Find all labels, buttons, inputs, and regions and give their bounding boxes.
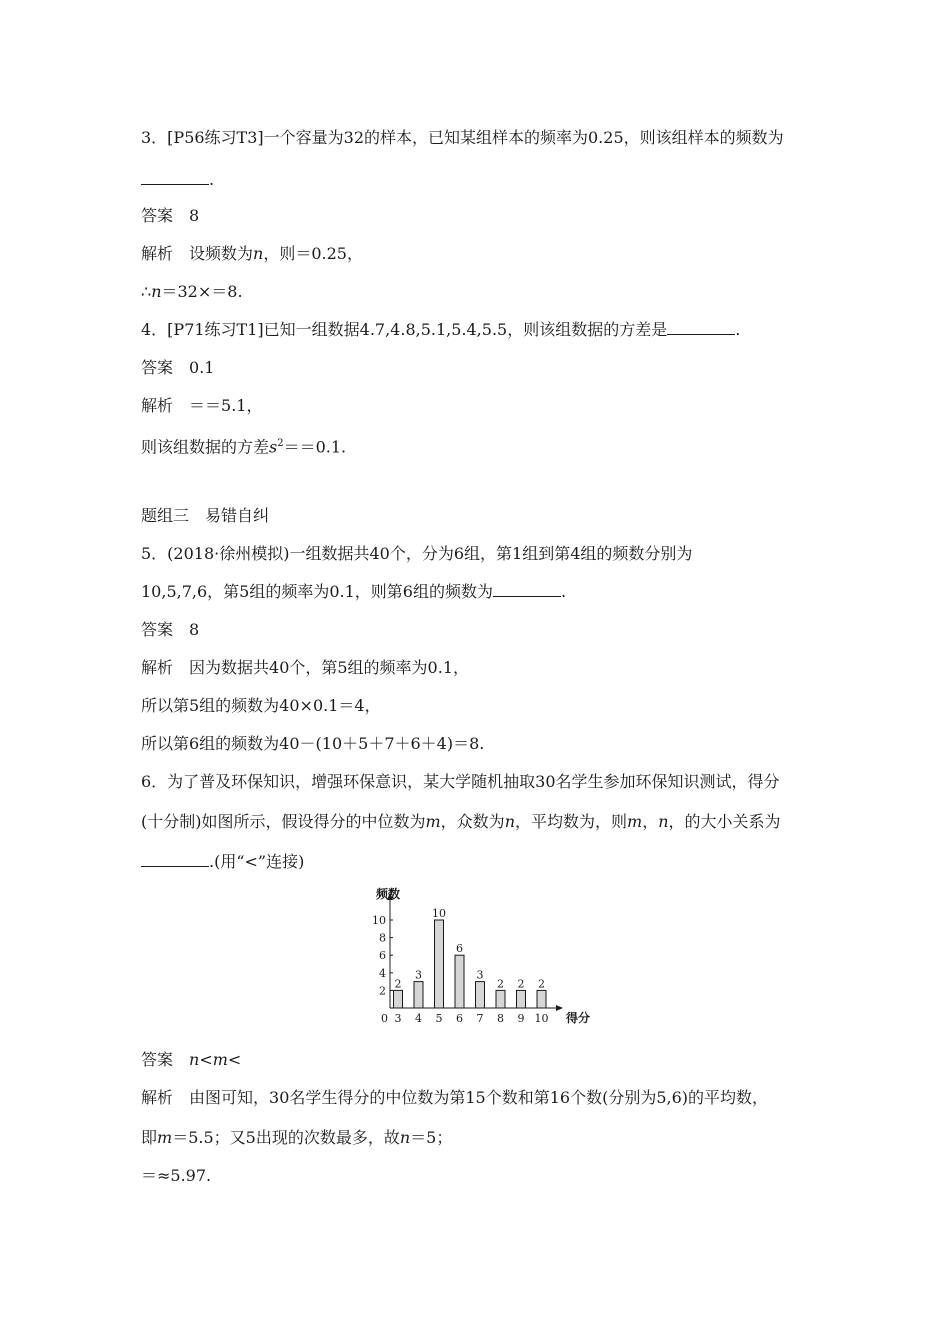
q6-analysis-line3: ＝≈5.97. <box>141 1166 212 1185</box>
bar <box>537 990 546 1008</box>
x-tick-label: 9 <box>517 1012 525 1025</box>
y-tick-label: 4 <box>379 966 386 980</box>
q3-analysis: 解析 设频数为n，则＝0.25， <box>141 244 363 263</box>
q5-stem-line2: 10,5,7,6，第5组的频率为0.1，则第6组的频数为 . <box>141 582 567 601</box>
score-frequency-chart <box>360 884 600 1034</box>
origin-label: 0 <box>381 1012 388 1025</box>
q4-analysis-line2: 则该组数据的方差$s^2==0.1$. <box>141 437 347 457</box>
y-tick-label: 2 <box>379 984 386 998</box>
bar <box>435 920 444 1008</box>
q6-stem-line3: .(用“<”连接) <box>141 852 304 872</box>
q4-answer: 答案 0.1 <box>141 358 215 377</box>
q5-analysis-line3: 所以第6组的频数为40－(10＋5＋7＋6＋4)＝8. <box>141 734 485 753</box>
q6-analysis: 解析 由图可知，30名学生得分的中位数为第15个数和第16个数(分别为5,6)的平均数， <box>141 1088 769 1107</box>
bar <box>496 990 505 1008</box>
x-tick-label: 5 <box>435 1012 443 1025</box>
q5-stem-line1: 5．(2018·徐州模拟)一组数据共40个，分为6组，第1组到第4组的频数分别为 <box>141 544 693 563</box>
q3-answer: 答案 8 <box>141 206 200 225</box>
bar <box>414 982 423 1008</box>
answer-blank <box>493 582 561 597</box>
bar <box>394 990 403 1008</box>
bar-data-label: 2 <box>497 977 504 991</box>
q6-answer: 答案 n<m< <box>141 1050 242 1069</box>
answer-blank <box>141 852 209 867</box>
bar <box>517 990 526 1008</box>
bar-data-label: 3 <box>476 968 484 982</box>
q5-analysis: 解析 因为数据共40个，第5组的频率为0.1， <box>141 658 470 677</box>
x-tick-label: 10 <box>534 1012 549 1025</box>
q5-analysis-line2: 所以第5组的频数为40×0.1＝4， <box>141 696 381 715</box>
x-tick-label: 3 <box>394 1012 402 1025</box>
q3-stem: 3．[P56练习T3]一个容量为32的样本，已知某组样本的频率为0.25，则该组样本的频数为 <box>141 128 784 147</box>
q3-analysis-line2: ∴n＝32×＝8. <box>141 282 243 301</box>
q3-blank: . <box>141 170 214 190</box>
x-tick-label: 7 <box>476 1012 484 1025</box>
x-tick-label: 6 <box>456 1012 463 1025</box>
section-title: 题组三 易错自纠 <box>141 506 270 525</box>
x-axis-arrow <box>556 1005 563 1011</box>
y-tick-label: 6 <box>379 949 386 963</box>
q6-stem-line1: 6．为了普及环保知识，增强环保意识，某大学随机抽取30名学生参加环保知识测试，得分 <box>141 772 780 791</box>
bar-data-label: 6 <box>456 942 463 956</box>
bar-data-label: 10 <box>432 907 446 920</box>
x-tick-label: 8 <box>497 1012 504 1025</box>
y-tick-label: 10 <box>372 914 386 927</box>
bar <box>455 955 464 1008</box>
answer-blank <box>141 170 209 185</box>
q4-analysis: 解析 ＝＝5.1， <box>141 396 263 415</box>
q6-analysis-line2: 即m＝5.5；又5出现的次数最多，故n＝5； <box>141 1128 453 1147</box>
x-tick-label: 4 <box>415 1012 422 1025</box>
bar-data-label: 2 <box>394 977 402 991</box>
y-axis-title: 频数 <box>376 887 401 901</box>
bar-data-label: 2 <box>517 977 525 991</box>
bar-data-label: 3 <box>415 968 422 982</box>
answer-blank <box>667 320 735 335</box>
q6-stem-line2: (十分制)如图所示，假设得分的中位数为m，众数为n，平均数为，则m，n，的大小关系为 <box>141 812 781 831</box>
y-tick-label: 8 <box>379 931 386 945</box>
bar <box>476 982 485 1008</box>
bar-data-label: 2 <box>538 977 545 991</box>
x-axis-title: 得分 <box>566 1011 591 1025</box>
q5-answer: 答案 8 <box>141 620 200 639</box>
q4-stem: 4．[P71练习T1]已知一组数据4.7,4.8,5.1,5.4,5.5，则该组数据的方差是 . <box>141 320 741 339</box>
